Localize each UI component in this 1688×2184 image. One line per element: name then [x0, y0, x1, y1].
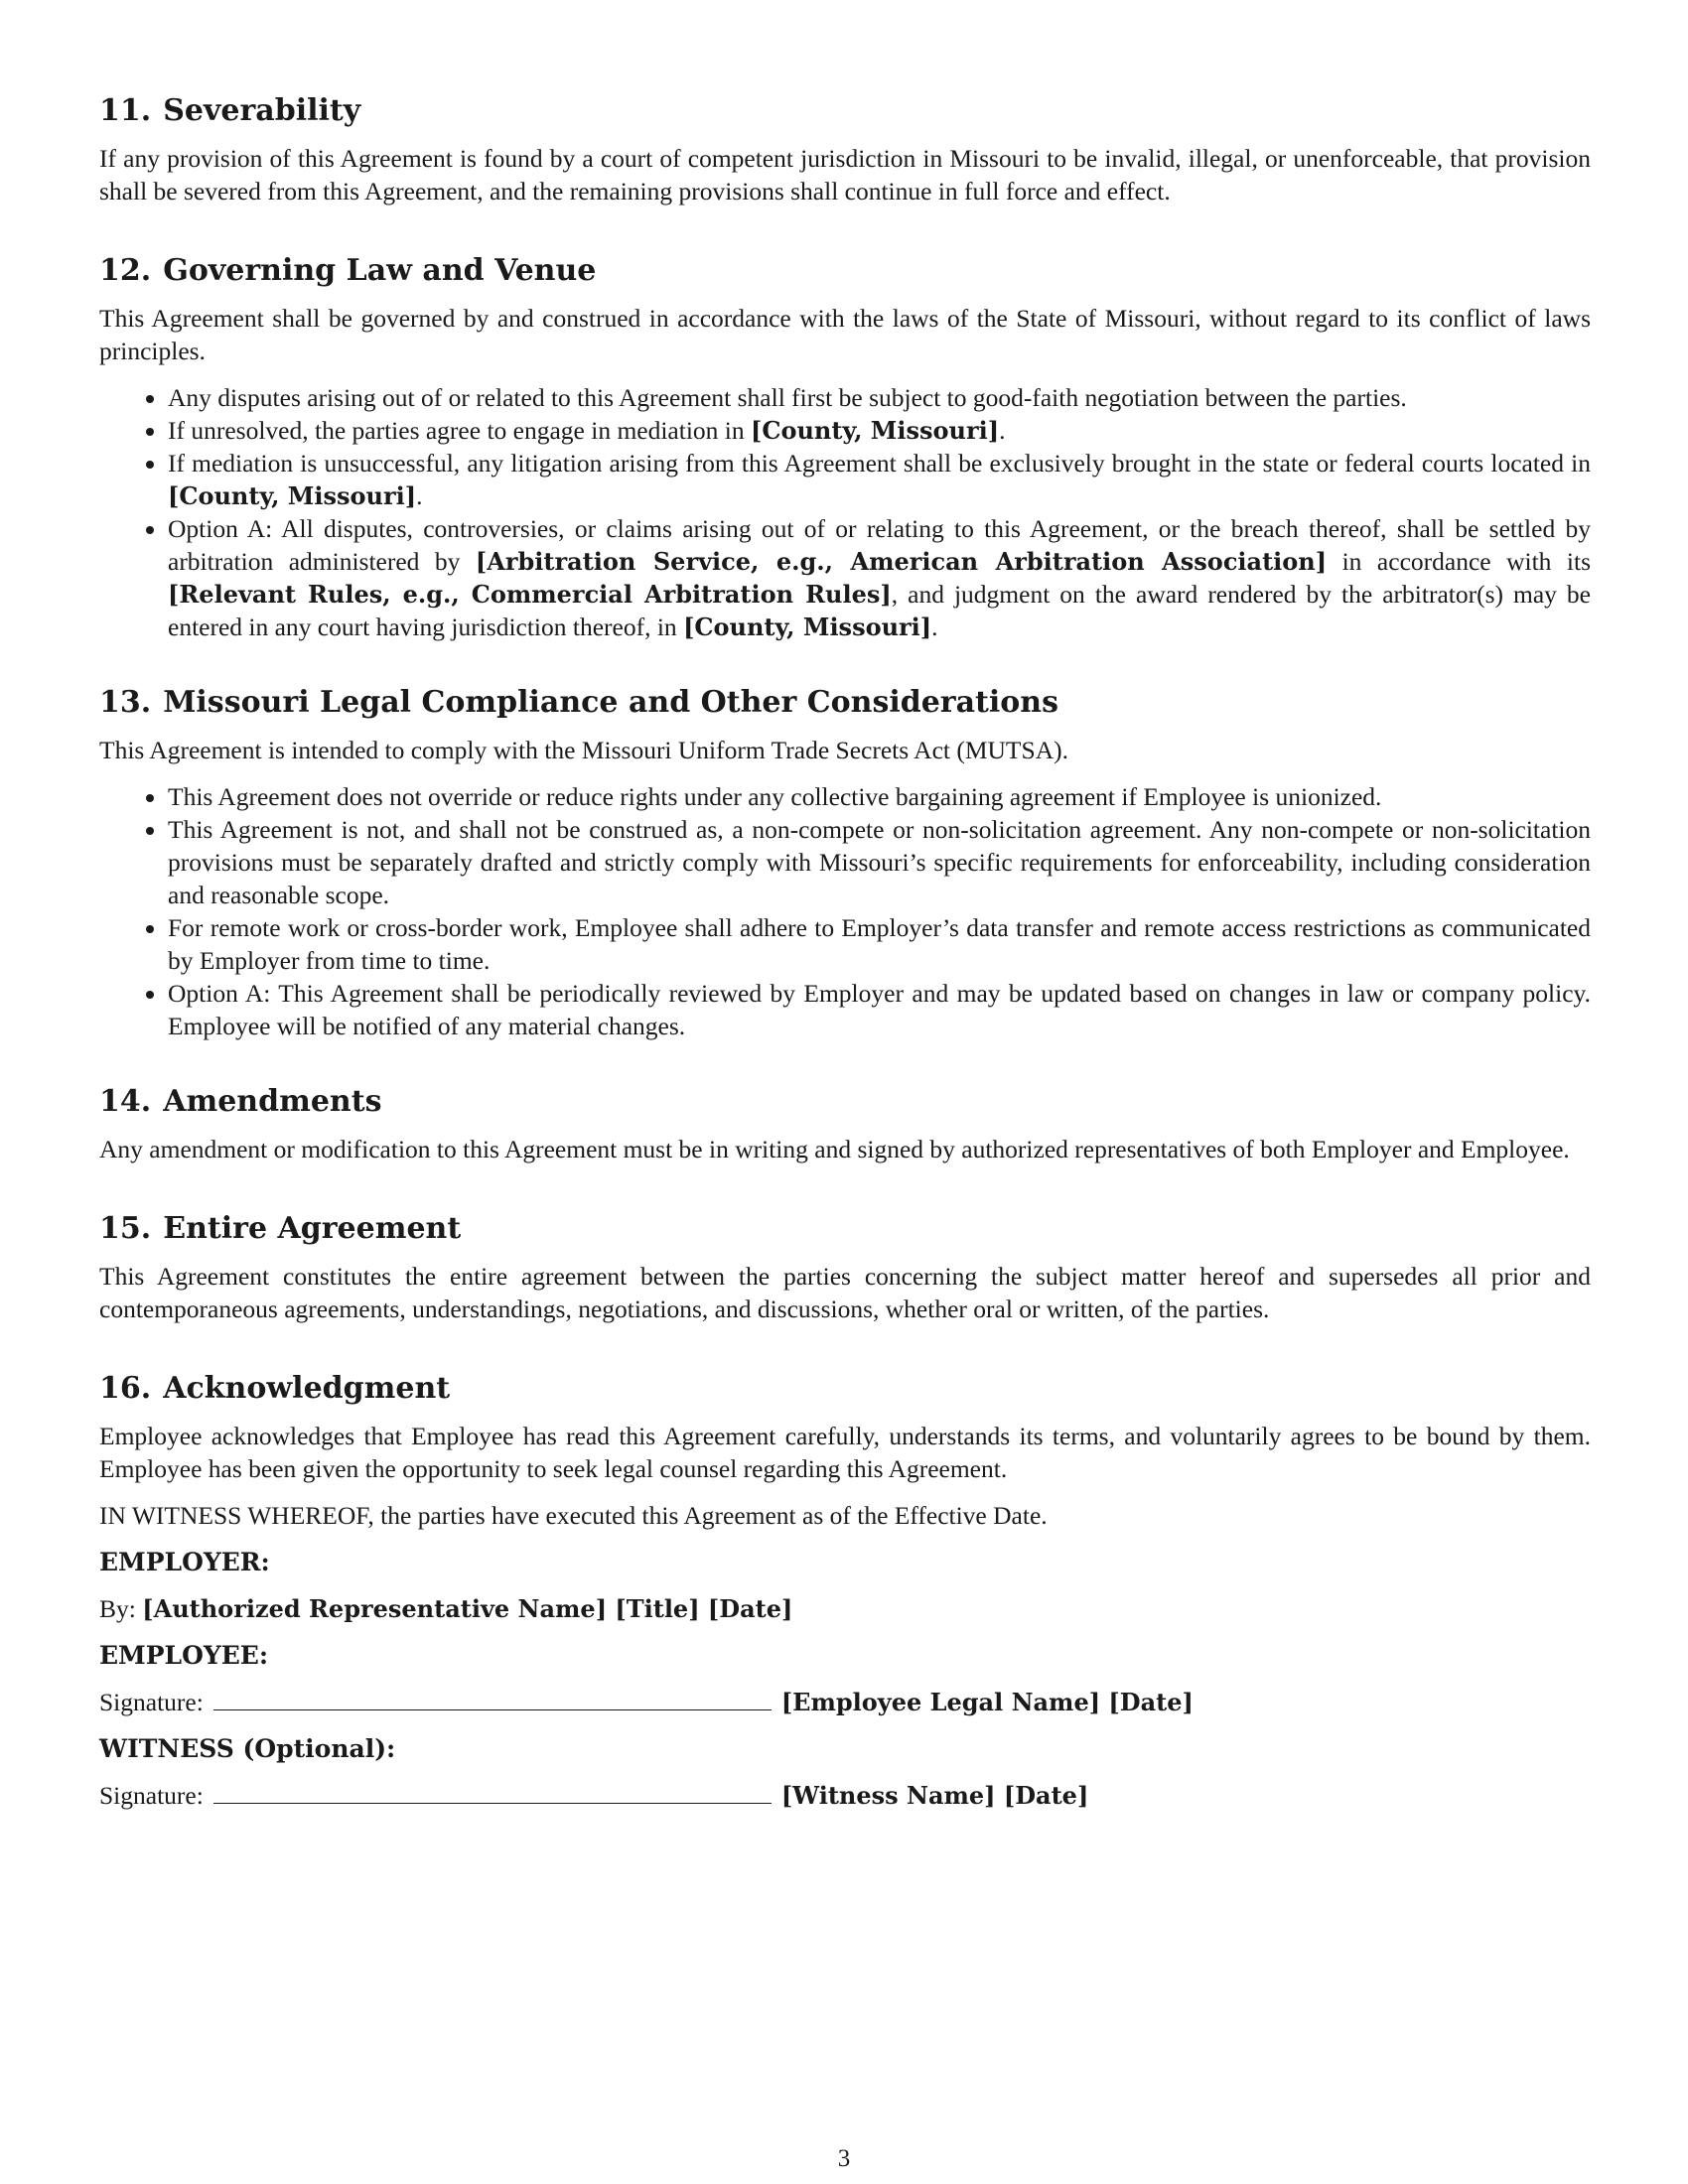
document-page — [99, 91, 1591, 1826]
section-heading: 14. Amendments — [99, 1084, 382, 1119]
section-paragraph: This Agreement is intended to comply with the Missouri Uniform Trade Secrets Act (MUTSA). — [99, 736, 1068, 764]
section-heading: 11. Severability — [99, 93, 361, 128]
list-item: • If mediation is unsuccessful, any litigation arising from this Agreement shall be exclusively brought in the state or federal courts located in [County, Missouri]. — [168, 447, 1591, 512]
list-item: • If unresolved, the parties agree to engage in mediation in [County, Missouri]. — [168, 414, 1591, 447]
section-amendments — [99, 1082, 1591, 1165]
section-heading: 13. Missouri Legal Compliance and Other Considerations — [99, 685, 1059, 720]
section-heading: 16. Acknowledgment — [99, 1371, 451, 1406]
employer-signature-line: By: [Authorized Representative Name] [Title] [Date] — [99, 1594, 793, 1623]
employer-heading: EMPLOYER: — [99, 1548, 270, 1576]
placeholder-county: [County, Missouri] — [683, 613, 932, 641]
section-paragraph: If any provision of this Agreement is found by a court of competent jurisdiction in Missouri to be invalid, illegal, or unenforceable, that provision shall be severed from this Agreement, and the remaining provisions shall continue in full force and effect. — [99, 144, 1591, 205]
witness-statement: IN WITNESS WHEREOF, the parties have executed this Agreement as of the Effective Date. — [99, 1501, 1048, 1530]
section-governing-law — [99, 251, 1591, 643]
witness-heading: WITNESS (Optional): — [99, 1734, 396, 1763]
placeholder-arbitration-service: [Arbitration Service, e.g., American Arbitration Association] — [475, 547, 1328, 576]
employee-heading: EMPLOYEE: — [99, 1641, 269, 1670]
page-number: 3 — [837, 2145, 851, 2172]
section-entire-agreement — [99, 1209, 1591, 1325]
section-missouri-compliance — [99, 683, 1591, 1042]
section-paragraph: This Agreement constitutes the entire agreement between the parties concerning the subject matter hereof and supersedes all prior and contemporaneous agreements, understandings, negotiations, and discussions, whether oral or written, of the parties. — [99, 1262, 1591, 1323]
section-acknowledgment — [99, 1369, 1591, 1812]
list-item: • Option A: All disputes, controversies, or claims arising out of or relating to this Agreement, or the breach thereof, shall be settled by arbitration administered by [Arbitration Service, e.g., American Arbitration Association] in accordance with its [Relevant Rules, e.g., Commercial Arbitration Rules], and judgment on the award rendered by the arbitrator(s) may be entered in any court having jurisdiction thereof, in [County, Missouri]. — [168, 512, 1591, 643]
list-item: • This Agreement does not override or reduce rights under any collective bargaining agreement if Employee is unionized. — [168, 780, 1591, 813]
list-item: • For remote work or cross-border work, Employee shall adhere to Employer’s data transfer and remote access restrictions as communicated by Employer from time to time. — [168, 911, 1591, 977]
placeholder-county: [County, Missouri] — [168, 481, 417, 510]
section-paragraph: Employee acknowledges that Employee has read this Agreement carefully, understands its terms, and voluntarily agrees to be bound by them. Employee has been given the opportunity to seek legal counsel regarding this Agreement. — [99, 1422, 1591, 1483]
section-paragraph: This Agreement shall be governed by and construed in accordance with the laws of the State of Missouri, without regard to its conflict of laws principles. — [99, 304, 1591, 365]
witness-signature-line: Signature: [Witness Name] [Date] — [99, 1781, 1089, 1810]
section-heading: 12. Governing Law and Venue — [99, 253, 597, 288]
placeholder-employee-name: [Employee Legal Name] [Date] — [780, 1688, 1194, 1716]
signature-rule[interactable] — [213, 1688, 772, 1710]
employee-signature-line: Signature: [Employee Legal Name] [Date] — [99, 1688, 1194, 1716]
list-item: • Option A: This Agreement shall be periodically reviewed by Employer and may be updated based on changes in law or company policy. Employee will be notified of any material changes. — [168, 977, 1591, 1042]
section-heading: 15. Entire Agreement — [99, 1211, 462, 1246]
section-paragraph: Any amendment or modification to this Agreement must be in writing and signed by authorized representatives of both Employer and Employee. — [99, 1135, 1570, 1163]
placeholder-county: [County, Missouri] — [751, 416, 1000, 445]
list-item: • This Agreement is not, and shall not be construed as, a non-compete or non-solicitation agreement. Any non-compete or non-solicitation provisions must be separately drafted and strictly comply with Missouri’s specific requirements for enforceability, including consideration and reasonable scope. — [168, 813, 1591, 911]
placeholder-witness-name: [Witness Name] [Date] — [780, 1781, 1089, 1810]
list-item: • Any disputes arising out of or related to this Agreement shall first be subject to good-faith negotiation between the parties. — [168, 381, 1591, 414]
bullet-list — [99, 381, 1591, 643]
placeholder-employer-representative: [Authorized Representative Name] [Title] [Date] — [142, 1594, 793, 1623]
section-severability — [99, 91, 1591, 207]
signature-rule[interactable] — [213, 1781, 772, 1804]
bullet-list — [99, 780, 1591, 1042]
placeholder-relevant-rules: [Relevant Rules, e.g., Commercial Arbitration Rules] — [168, 580, 892, 609]
